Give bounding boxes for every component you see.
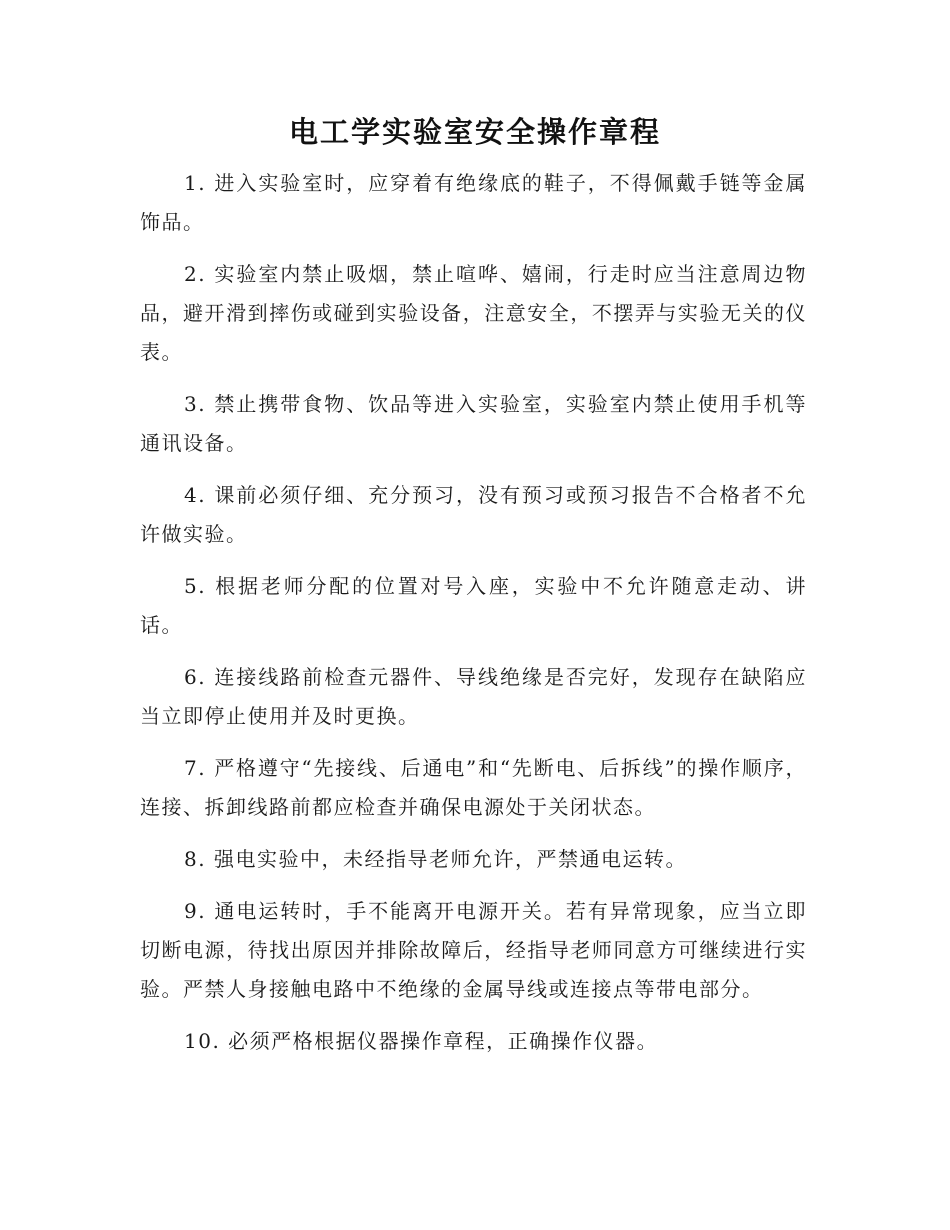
rule-item-8: 8. 强电实验中，未经指导老师允许，严禁通电运转。 bbox=[184, 847, 687, 871]
rule-item-10: 10. 必须严格根据仪器操作章程，正确操作仪器。 bbox=[184, 1029, 659, 1053]
rule-item-9: 9. 通电运转时，手不能离开电源开关。若有异常现象，应当立即切断电源，待找出原因并排除故障后，经指导老师同意方可继续进行实验。严禁人身接触电路中不绝缘的金属导线或连接点等带电部分。 bbox=[140, 899, 807, 1001]
rule-item-3: 3. 禁止携带食物、饮品等进入实验室，实验室内禁止使用手机等通讯设备。 bbox=[140, 392, 807, 455]
rule-item-1: 1. 进入实验室时，应穿着有绝缘底的鞋子，不得佩戴手链等金属饰品。 bbox=[140, 171, 807, 234]
rules-list bbox=[140, 164, 807, 1074]
rule-item-6: 6. 连接线路前检查元器件、导线绝缘是否完好，发现存在缺陷应当立即停止使用并及时更换。 bbox=[140, 665, 807, 728]
rule-item-5: 5. 根据老师分配的位置对号入座，实验中不允许随意走动、讲话。 bbox=[140, 574, 807, 637]
document-title: 电工学实验室安全操作章程 bbox=[288, 115, 661, 149]
rule-item-4: 4. 课前必须仔细、充分预习，没有预习或预习报告不合格者不允许做实验。 bbox=[140, 483, 807, 546]
rule-item-2: 2. 实验室内禁止吸烟，禁止喧哗、嬉闹，行走时应当注意周边物品，避开滑到摔伤或碰到实验设备，注意安全，不摆弄与实验无关的仪表。 bbox=[140, 262, 807, 364]
rule-item-7: 7. 严格遵守“先接线、后通电”和“先断电、后拆线”的操作顺序，连接、拆卸线路前都应检查并确保电源处于关闭状态。 bbox=[140, 756, 807, 819]
